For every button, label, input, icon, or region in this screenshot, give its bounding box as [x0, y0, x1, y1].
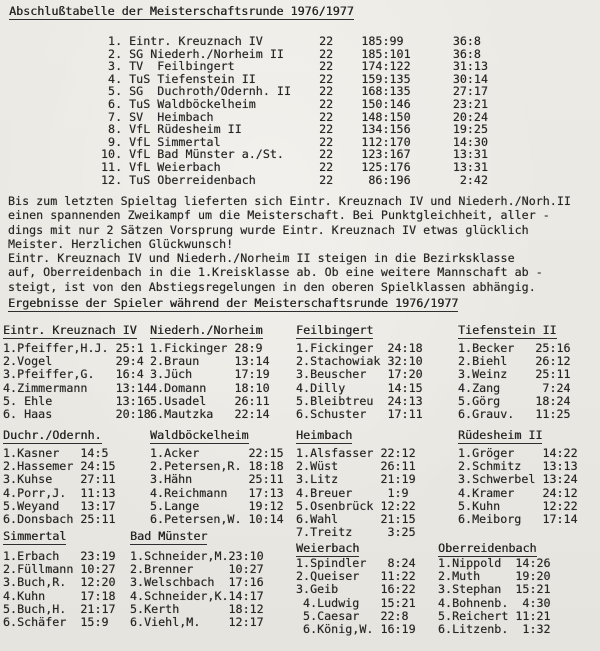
- player-name: 3.Hähn: [150, 472, 193, 487]
- player-score: 1:9: [380, 485, 409, 500]
- standings-row: 3. TV Feilbingert 22 174:122 31:13: [101, 59, 489, 74]
- player-score: 17:20: [387, 367, 423, 382]
- player-name: 5.Usadel: [150, 393, 207, 408]
- player-name: 5.Görg: [458, 393, 501, 408]
- player-name: 1.Kasner: [3, 446, 60, 460]
- team-header: Niederh./Norheim: [150, 323, 263, 337]
- standings-row: 4. TuS Tiefenstein II 22 159:135 30:14: [101, 71, 489, 86]
- team-player-list: [150, 447, 284, 526]
- player-name: 2.Wüst: [296, 459, 339, 474]
- player-score: 24:18: [387, 341, 423, 355]
- player-name: 5. Ehle: [3, 393, 53, 408]
- player-name: 3.Jüch: [150, 367, 193, 382]
- player-name: 3.Kuhse: [3, 472, 53, 487]
- player-name: 2.Muth: [438, 569, 481, 584]
- player-score: 3:25: [380, 525, 416, 540]
- team-header: Waldböckelheim: [150, 428, 249, 442]
- player-name: 4.Domann: [150, 380, 207, 395]
- player-name: 2.Petersen,R.: [150, 459, 242, 474]
- player-row: [296, 408, 423, 421]
- team-player-list: [150, 342, 270, 421]
- team-column: [296, 541, 416, 637]
- player-name: 5.Osenbrück: [296, 498, 374, 513]
- team-header: Duchr./Odernh.: [3, 428, 102, 442]
- player-name: 6.Petersen,W.: [150, 512, 242, 527]
- player-name: 7.Treitz: [296, 525, 353, 540]
- standings-row: 7. SV Heimbach 22 148:150 20:24: [101, 109, 489, 124]
- player-name: 5.Lange: [150, 498, 200, 513]
- team-column: [458, 428, 578, 527]
- player-row: [3, 616, 116, 629]
- team-header: Heimbach: [296, 428, 353, 442]
- standings-row: 12. TuS Oberreidenbach 22 86:196 2:42: [101, 172, 489, 187]
- player-score: 23:10: [228, 549, 264, 563]
- player-score: 15:9: [80, 615, 109, 630]
- player-score: 14:17: [228, 588, 264, 603]
- results-title-text: Ergebnisse der Spieler während der Meisterschaftsrunde 1976/1977: [8, 296, 459, 310]
- team-header: Bad Münster: [130, 529, 208, 543]
- player-score: 13:17: [80, 498, 116, 513]
- team-header: Weierbach: [296, 541, 360, 555]
- player-name: 1.Gröger: [458, 446, 515, 460]
- player-score: 17:19: [234, 367, 270, 382]
- team-column: [3, 428, 116, 527]
- team-player-list: [3, 550, 116, 629]
- team-header: Feilbingert: [296, 323, 374, 337]
- player-score: 25:11: [80, 512, 116, 527]
- player-name: 5.Weyand: [3, 498, 60, 513]
- team-column: [3, 323, 151, 422]
- player-name: 6.Viehl,M.: [130, 615, 201, 630]
- player-score: 29:4: [115, 354, 144, 369]
- player-score: 10:14: [248, 512, 284, 527]
- player-row: [150, 408, 270, 421]
- player-score: 19:12: [248, 498, 284, 513]
- player-score: 25:11: [535, 367, 571, 382]
- player-name: 6.Grauv.: [458, 407, 515, 422]
- player-name: 6. Haas: [3, 407, 53, 422]
- team-column: [458, 323, 571, 422]
- player-score: 26:11: [234, 393, 270, 408]
- player-score: 14:15: [387, 380, 423, 395]
- page-title: [9, 5, 354, 20]
- team-column: [150, 428, 284, 527]
- team-column: [150, 323, 270, 422]
- player-name: 3.Stephan: [438, 582, 502, 597]
- team-player-list: [3, 342, 151, 421]
- player-name: 4.Ludwig: [296, 595, 360, 610]
- team-player-list: [130, 550, 264, 629]
- player-score: 25:1: [115, 341, 144, 355]
- team-player-list: [296, 447, 416, 539]
- commentary-line: Meister. Herzlichen Glückwunsch!: [8, 236, 234, 251]
- player-name: 3.Buch,R.: [3, 575, 67, 590]
- player-score: 18:12: [228, 601, 264, 616]
- player-score: 16:22: [380, 582, 416, 597]
- commentary-line: auf, Oberreidenbach in die 1.Kreisklasse ab. Ob eine weitere Mannschaft ab -: [8, 265, 543, 280]
- commentary-line: steigt, ist von den Abstiegsregelungen in den oberen Spielklassen abhängig.: [8, 279, 536, 294]
- player-name: 2.Schmitz: [458, 459, 522, 474]
- player-score: 21:17: [80, 601, 116, 616]
- player-name: 1.Fickinger: [296, 341, 374, 355]
- player-row: [438, 623, 551, 636]
- player-score: 14:5: [80, 446, 109, 460]
- player-score: 19:20: [515, 569, 551, 584]
- player-score: 21:15: [380, 512, 416, 527]
- player-score: 16:4: [115, 367, 144, 382]
- standings-row: 8. VfL Rüdesheim II 22 134:156 19:25: [101, 122, 489, 137]
- commentary-line: dings mit nur 2 Sätzen Vorsprung wurde Eintr. Kreuznach IV etwas glücklich: [8, 222, 529, 237]
- player-score: 22:12: [380, 446, 416, 460]
- player-name: 2.Füllmann: [3, 562, 74, 577]
- player-name: 3.Beuscher: [296, 367, 367, 382]
- player-score: 17:14: [542, 512, 578, 527]
- player-name: 3.Geib: [296, 582, 339, 597]
- player-score: 26:12: [535, 354, 571, 369]
- player-score: 20:18: [115, 407, 151, 422]
- player-name: 2.Vogel: [3, 354, 53, 369]
- player-score: 22:14: [234, 407, 270, 422]
- team-player-list: [296, 342, 423, 421]
- player-row: [296, 623, 416, 636]
- player-name: 5.Caesar: [296, 608, 360, 623]
- player-name: 1.Nippold: [438, 556, 502, 570]
- standings-row: 2. SG Niederh./Norheim II 22 185:101 36:8: [101, 46, 481, 61]
- player-name: 2.Hassemer: [3, 459, 74, 474]
- player-score: 12:22: [542, 498, 578, 513]
- player-score: 13:14: [234, 354, 270, 369]
- player-score: 27:11: [80, 472, 116, 487]
- player-score: 32:10: [387, 354, 423, 369]
- player-row: [130, 616, 264, 629]
- commentary-line: Bis zum letzten Spieltag lieferten sich Eintr. Kreuznach IV und Niederh./Norh.II: [8, 194, 571, 208]
- player-score: 17:13: [248, 485, 284, 500]
- player-name: 1.Pfeiffer,H.J.: [3, 341, 109, 355]
- player-row: [458, 408, 571, 421]
- player-score: 13:13: [542, 459, 578, 474]
- player-score: 18:24: [535, 393, 571, 408]
- team-column: [438, 541, 551, 637]
- standings-table: [101, 35, 488, 186]
- player-score: 13:14: [115, 380, 151, 395]
- player-score: 26:11: [380, 459, 416, 474]
- player-name: 4.Zang: [458, 380, 501, 395]
- team-player-list: [458, 447, 578, 526]
- player-name: 1.Acker: [150, 446, 200, 460]
- player-name: 1.Becker: [458, 341, 515, 355]
- player-name: 2.Queiser: [296, 569, 360, 584]
- player-name: 3.Weinz: [458, 367, 508, 382]
- player-score: 15:21: [515, 582, 551, 597]
- player-score: 24:15: [80, 459, 116, 474]
- player-name: 2.Biehl: [458, 354, 508, 369]
- player-score: 18:18: [248, 459, 284, 474]
- player-name: 6.Donsbach: [3, 512, 74, 527]
- team-column: [296, 323, 423, 422]
- player-score: 11:13: [80, 485, 116, 500]
- player-name: 3.Pfeiffer,G.: [3, 367, 95, 382]
- standings-row: 11. VfL Weierbach 22 125:176 13:31: [101, 159, 489, 174]
- player-score: 17:11: [387, 407, 423, 422]
- commentary: [8, 194, 571, 294]
- player-name: 5.Bleibtreu: [296, 393, 374, 408]
- player-name: 1.Schneider,M.: [130, 549, 229, 563]
- team-column: [296, 428, 416, 540]
- player-row: [3, 513, 116, 526]
- player-name: 6.Litzenb.: [438, 622, 509, 637]
- team-header: Tiefenstein II: [458, 323, 557, 337]
- player-score: 24:12: [542, 485, 578, 500]
- player-name: 5.Reichert: [438, 608, 509, 623]
- page-title-text: Abschlußtabelle der Meisterschaftsrunde 1976/1977: [9, 4, 354, 18]
- player-score: 10:27: [228, 562, 264, 577]
- player-row: [296, 526, 416, 539]
- player-name: 2.Stachowiak: [296, 354, 381, 369]
- player-score: 11:25: [535, 407, 571, 422]
- team-header: Simmertal: [3, 529, 67, 543]
- player-score: 14:22: [542, 446, 578, 460]
- team-player-list: [3, 447, 116, 526]
- player-score: 17:16: [228, 575, 264, 590]
- results-title: [8, 297, 458, 312]
- player-name: 5.Buch,H.: [3, 601, 67, 616]
- player-score: 12:17: [228, 615, 264, 630]
- player-score: 17:18: [80, 588, 116, 603]
- player-score: 24:13: [387, 393, 423, 408]
- team-player-list: [296, 557, 416, 636]
- player-name: 5.Kerth: [130, 601, 180, 616]
- player-name: 6.Meiborg: [458, 512, 522, 527]
- player-score: 21:19: [380, 472, 416, 487]
- player-name: 1.Spindler: [296, 556, 367, 570]
- player-name: 4.Breuer: [296, 485, 353, 500]
- commentary-line: Eintr. Kreuznach IV und Niederh./Norheim II steigen in die Bezirksklasse: [8, 251, 515, 266]
- team-column: [130, 529, 264, 630]
- player-name: 4.Reichmann: [150, 485, 228, 500]
- player-name: 3.Welschbach: [130, 575, 215, 590]
- player-score: 1:32: [515, 622, 551, 637]
- commentary-line: einen spannenden Zweikampf um die Meisterschaft. Bei Punktgleichheit, aller -: [8, 208, 550, 223]
- player-score: 23:19: [80, 549, 116, 563]
- player-score: 13:16: [115, 393, 151, 408]
- standings-row: 1. Eintr. Kreuznach IV 22 185:99 36:8: [101, 34, 481, 48]
- player-score: 11:21: [515, 608, 551, 623]
- player-name: 5.Kuhn: [458, 498, 501, 513]
- team-header: Eintr. Kreuznach IV: [3, 323, 137, 337]
- player-row: [458, 513, 578, 526]
- player-score: 28:9: [234, 341, 263, 355]
- player-name: 6.Wahl: [296, 512, 339, 527]
- player-score: 12:22: [380, 498, 416, 513]
- player-score: 25:16: [535, 341, 571, 355]
- standings-row: 6. TuS Waldböckelheim 22 150:146 23:21: [101, 96, 489, 111]
- player-score: 13:24: [542, 472, 578, 487]
- player-score: 12:20: [80, 575, 116, 590]
- team-player-list: [458, 342, 571, 421]
- player-name: 6.Mautzka: [150, 407, 214, 422]
- player-score: 14:26: [515, 556, 551, 570]
- player-name: 4.Porr,J.: [3, 485, 67, 500]
- player-name: 3.Litz: [296, 472, 339, 487]
- player-name: 4.Dilly: [296, 380, 346, 395]
- player-row: [150, 513, 284, 526]
- player-name: 1.Alsfasser: [296, 446, 374, 460]
- player-name: 4.Bohnenb.: [438, 595, 509, 610]
- player-score: 25:11: [248, 472, 284, 487]
- player-score: 4:30: [515, 595, 551, 610]
- player-name: 6.König,W.: [296, 622, 374, 637]
- player-row: [3, 408, 151, 421]
- player-name: 6.Schäfer: [3, 615, 67, 630]
- player-name: 4.Kuhn: [3, 588, 46, 603]
- standings-row: 9. VfL Simmertal 22 112:170 14:30: [101, 134, 489, 149]
- standings-row: 10. VfL Bad Münster a./St. 22 123:167 13:31: [101, 147, 489, 162]
- team-column: [3, 529, 116, 630]
- player-name: 4.Schneider,K.: [130, 588, 229, 603]
- team-header: Rüdesheim II: [458, 428, 543, 442]
- player-score: 7:24: [535, 380, 571, 395]
- team-header: Oberreidenbach: [438, 541, 537, 555]
- player-score: 16:19: [380, 622, 416, 637]
- player-score: 11:22: [380, 569, 416, 584]
- player-name: 1.Fickinger: [150, 341, 228, 355]
- team-player-list: [438, 557, 551, 636]
- player-score: 8:24: [380, 556, 416, 570]
- player-name: 2.Braun: [150, 354, 200, 369]
- player-name: 1.Erbach: [3, 549, 60, 563]
- player-score: 18:10: [234, 380, 270, 395]
- player-score: 22:15: [248, 446, 284, 460]
- player-name: 3.Schwerbel: [458, 472, 536, 487]
- player-score: 22:8: [380, 608, 409, 623]
- player-name: 6.Schuster: [296, 407, 367, 422]
- player-score: 10:27: [80, 562, 116, 577]
- player-name: 4.Kramer: [458, 485, 515, 500]
- player-score: 15:21: [380, 595, 416, 610]
- standings-row: 5. SG Duchroth/Odernh. II 22 168:135 27:17: [101, 84, 489, 99]
- player-name: 4.Zimmermann: [3, 380, 88, 395]
- player-name: 2.Brenner: [130, 562, 194, 577]
